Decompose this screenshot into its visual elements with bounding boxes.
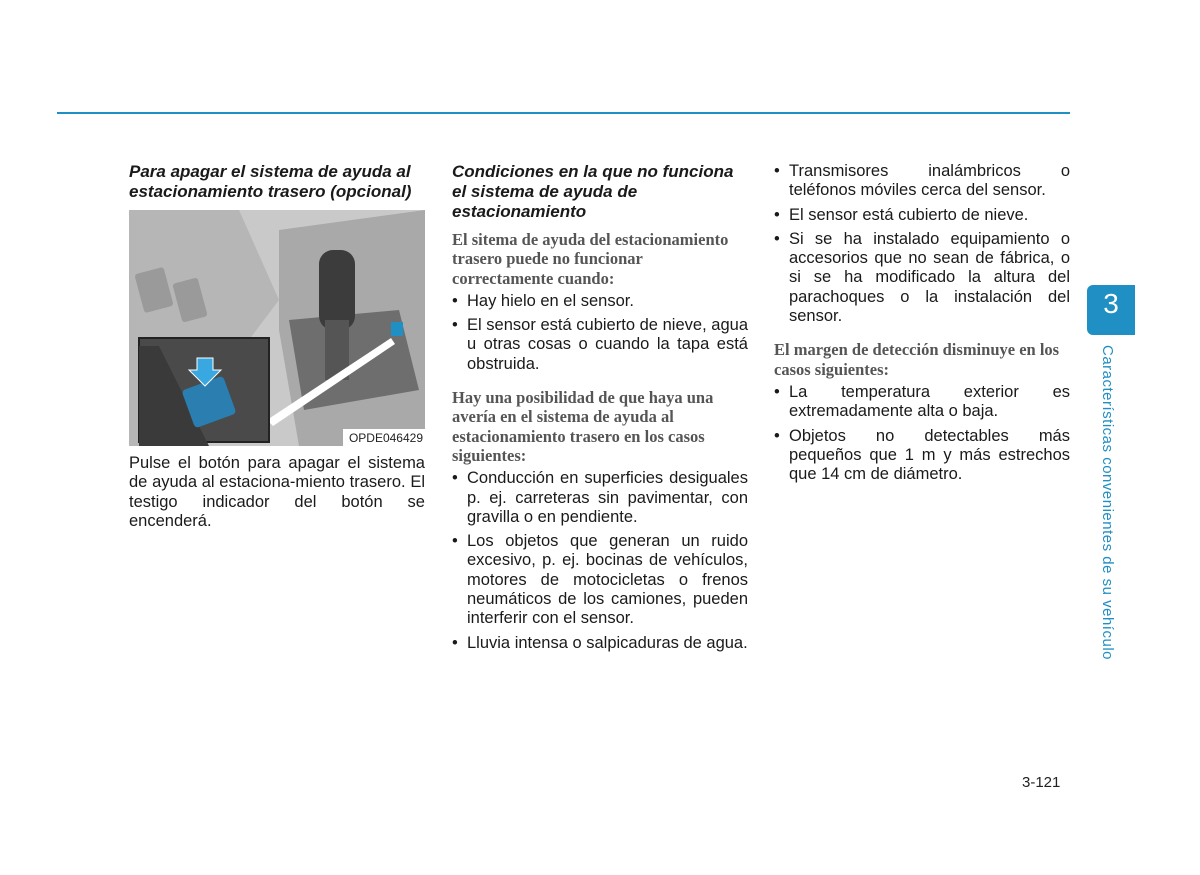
column-right: [774, 162, 1070, 498]
list-item: • Objetos no detectables más pequeños que 1 m y más estrechos que 14 cm de diámetro.: [774, 427, 1070, 485]
list-item: • Lluvia intensa o salpicaduras de agua.: [452, 634, 748, 653]
column-left: [129, 162, 425, 531]
subheading-possible-fault: Hay una posibilidad de que haya una avería en el sistema de ayuda al estacionamiento trasero en los casos siguientes:: [452, 388, 714, 465]
turn-off-instructions: Pulse el botón para apagar el sistema de ayuda al estaciona-miento trasero. El testigo indicador del botón se encenderá.: [129, 454, 425, 530]
header-rule: [57, 112, 1070, 114]
chapter-title: Características convenientes de su vehículo: [1099, 345, 1116, 660]
subheading-may-not-work: El sitema de ayuda del estacionamiento trasero puede no funcionar correctamente cuando:: [452, 230, 729, 288]
list-item: • Si se ha instalado equipamiento o accesorios que no sean de fábrica, o si se ha modificado la altura del parachoques o la instalación del sensor.: [774, 230, 1070, 326]
list-item: • Los objetos que generan un ruido excesivo, p. ej. bocinas de vehículos, motores de motocicletas o frenos neumáticos de los camiones, pueden interferir con el sensor.: [452, 532, 748, 628]
list-item: • Transmisores inalámbricos o teléfonos móviles cerca del sensor.: [774, 162, 1070, 201]
gear-shifter-illustration: [129, 210, 425, 446]
section-title-turn-off: Para apagar el sistema de ayuda al estacionamiento trasero (opcional): [129, 162, 412, 201]
image-code: OPDE046429: [343, 429, 425, 446]
list-item: • El sensor está cubierto de nieve, agua u otras cosas o cuando la tapa está obstruida.: [452, 316, 748, 374]
list-item: • La temperatura exterior es extremadamente alta o baja.: [774, 383, 1070, 422]
chapter-number: 3: [1103, 288, 1119, 319]
column-middle: [452, 162, 748, 667]
console-photo: [129, 210, 425, 446]
section-title-conditions: Condiciones en la que no funciona el sistema de ayuda de estacionamiento: [452, 162, 734, 221]
page-number: 3-121: [1022, 774, 1061, 791]
list-may-not-work: [452, 292, 748, 374]
subheading-detection-range: El margen de detección disminuye en los casos siguientes:: [774, 340, 1060, 379]
list-detection-range: [774, 383, 1070, 484]
list-possible-fault: [452, 469, 748, 653]
list-more-conditions: [774, 162, 1070, 326]
list-item: • Conducción en superficies desiguales p. ej. carreteras sin pavimentar, con gravilla o en pendiente.: [452, 469, 748, 527]
chapter-title-vertical: [1098, 345, 1118, 675]
list-item: • El sensor está cubierto de nieve.: [774, 206, 1070, 225]
list-item: • Hay hielo en el sensor.: [452, 292, 748, 311]
